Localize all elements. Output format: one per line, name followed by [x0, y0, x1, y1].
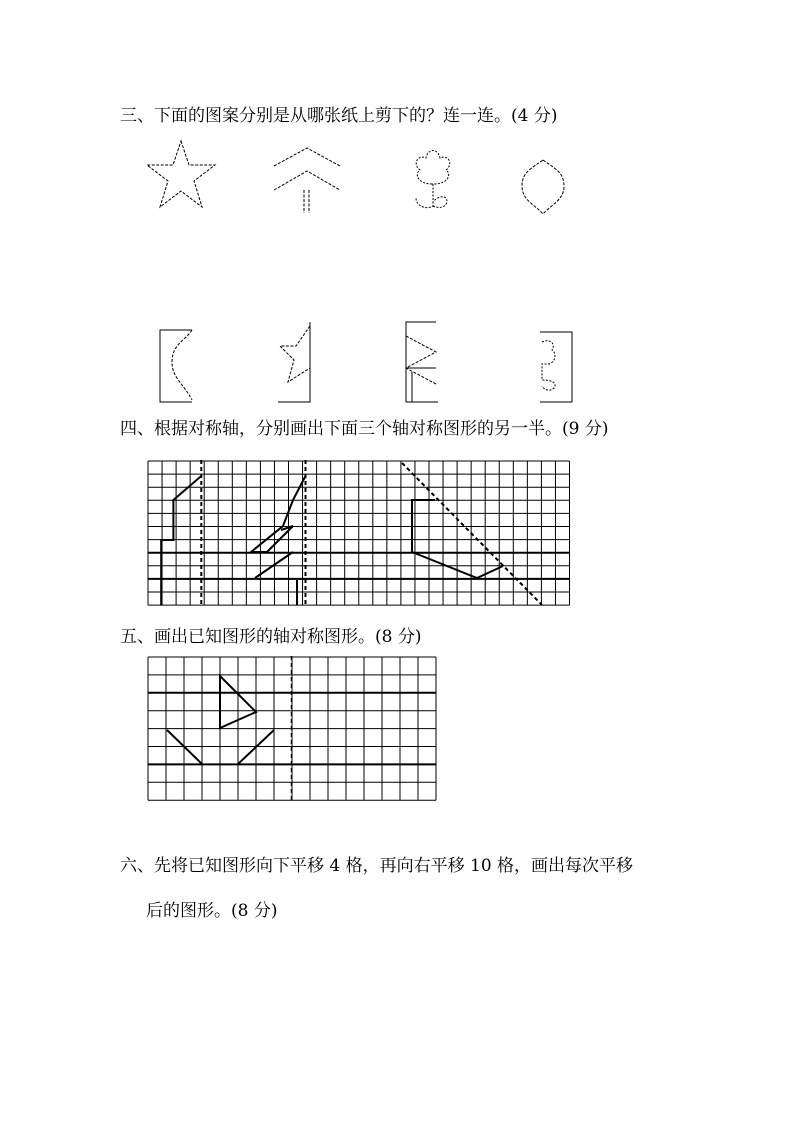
- question-3-title: 三、下面的图案分别是从哪张纸上剪下的？连一连。(4 分): [120, 106, 558, 126]
- question-4-title: 四、根据对称轴，分别画出下面三个轴对称图形的另一半。(9 分): [120, 419, 609, 439]
- partial-figures: [161, 476, 503, 605]
- symmetry-axes: [201, 460, 542, 605]
- folded-papers-row: [150, 320, 590, 410]
- folded-paper-flower-half: [540, 332, 572, 402]
- question-5-title: 五、画出已知图形的轴对称图形。(8 分): [120, 627, 422, 647]
- star-icon: [147, 141, 215, 207]
- grid-lines: [148, 461, 570, 605]
- question-6-title: 六、先将已知图形向下平移 4 格，再向右平移 10 格，画出每次平移: [120, 856, 634, 876]
- cut-patterns-row: [140, 138, 580, 220]
- symmetry-grid-q4: [147, 460, 571, 607]
- figure-1-half: [161, 476, 201, 605]
- symmetry-grid-q5: [147, 656, 437, 802]
- folded-paper-star-half: [278, 322, 310, 402]
- folded-paper-ornament-half: [160, 330, 192, 402]
- ornament-icon: [522, 160, 564, 214]
- axis-3-diagonal: [402, 463, 542, 605]
- folded-paper-tree-half: [406, 322, 438, 402]
- flower-icon: [416, 151, 450, 208]
- tree-icon: [274, 148, 340, 213]
- question-6-title-continued: 后的图形。(8 分): [146, 901, 278, 921]
